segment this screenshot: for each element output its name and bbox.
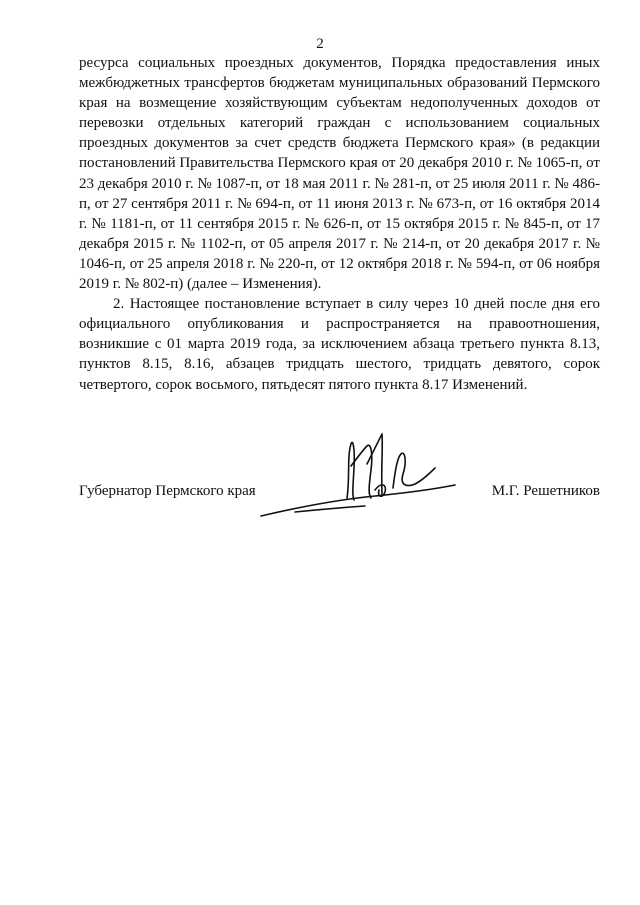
paragraph-continuation: ресурса социальных проездных документов, Порядка предоставления иных межбюджетных трансфертов бюджетам муниципальных образований Пермского края на возмещение хозяйствующим субъектам недополученных доходов от перевозки отдельных категорий граждан с использованием социальных проездных документов за счет средств бюджета Пермского края» (в редакции постановлений Правительства Пермского края от 20 декабря 2010 г. № 1065-п, от 23 декабря 2010 г. № 1087-п, от 18 мая 2011 г. № 281-п, от 25 июля 2011 г. № 486-п, от 27 сентября 2011 г. № 694-п, от 11 июня 2013 г. № 673-п, от 16 октября 2014 г. № 1181-п, от 11 сентября 2015 г. № 626-п, от 15 октября 2015 г. № 845-п, от 17 декабря 2015 г. № 1102-п, от 05 апреля 2017 г. № 214-п, от 20 декабря 2017 г. № 1046-п, от 25 апреля 2018 г. № 220-п, от 12 октября 2018 г. № 594-п, от 06 ноября 2019 г. № 802-п) (далее – Изменения).	[79, 55, 600, 293]
page-number: 2	[316, 36, 324, 52]
handwritten-signature-icon	[255, 428, 485, 523]
document-body	[79, 53, 600, 395]
signatory-name: М.Г. Решетников	[491, 483, 600, 499]
signatory-role: Губернатор Пермского края	[79, 483, 256, 499]
paragraph-clause-2: 2. Настоящее постановление вступает в силу через 10 дней после дня его официального опубликования и распространяется на правоотношения, возникшие с 01 марта 2019 года, за исключением абзаца третьего пункта 8.13, пунктов 8.15, 8.16, абзацев тридцать шестого, тридцать девятого, сорок четвертого, сорок восьмого, пятьдесят пятого пункта 8.17 Изменений.	[79, 296, 600, 393]
